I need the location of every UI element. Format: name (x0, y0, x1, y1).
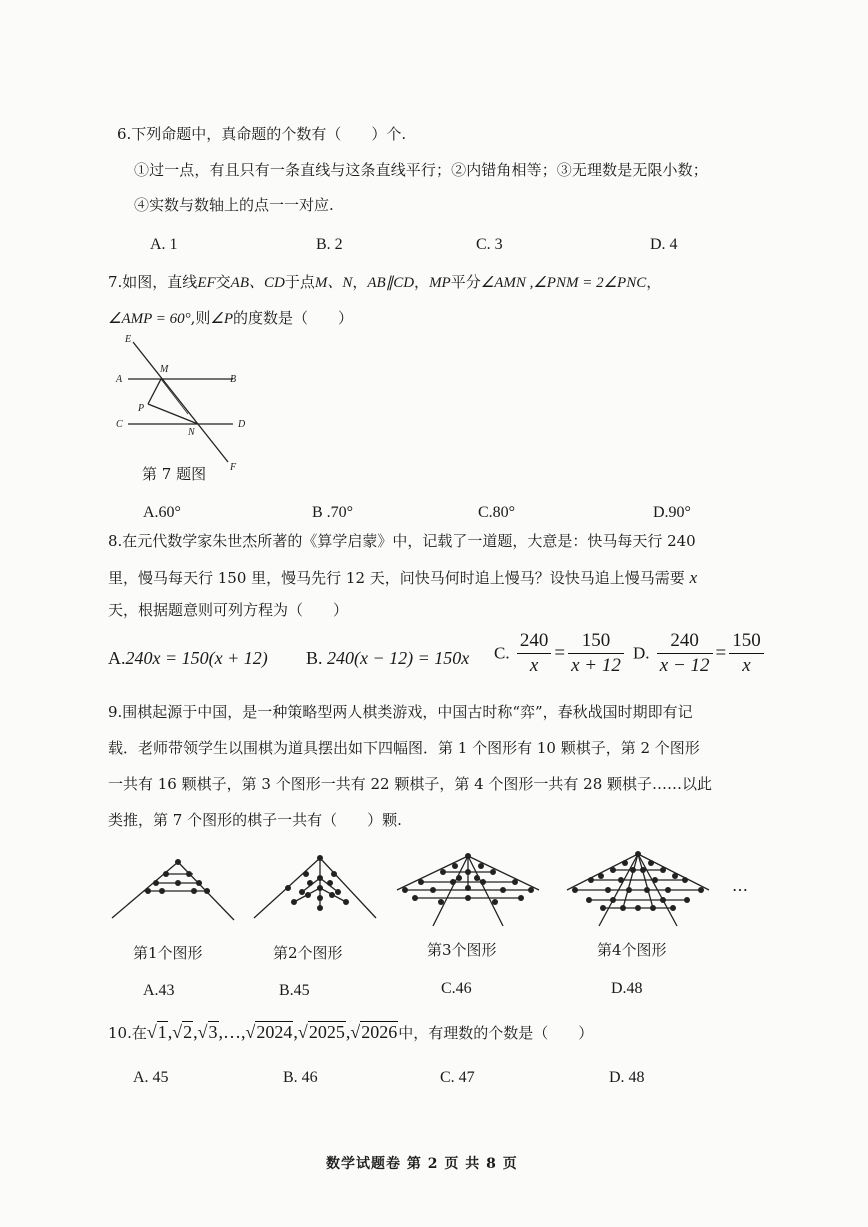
q8-option-b-equation: 240(x − 12) = 150x (327, 648, 470, 668)
q9-caption-3: 第3个图形 (427, 941, 497, 959)
sqrt-term: √1 (146, 1022, 167, 1042)
q7-text: ， (646, 273, 662, 291)
q7-text: 7.如图，直线 (108, 273, 198, 291)
q7-line-ef: EF (197, 275, 216, 291)
q7-option-d: D.90° (653, 504, 691, 521)
q10-option-b: B. 46 (283, 1069, 318, 1086)
q8-option-d: D. $\frac{240}{x - 12}$ = $\frac{150}{x}$ (633, 630, 767, 677)
q7-option-c: C.80° (478, 504, 516, 521)
sqrt-term: √2 (172, 1022, 193, 1042)
q9-line3: 一共有 16 颗棋子，第 3 个图形一共有 22 颗棋子，第 4 个图形一共有 28 颗棋子……以此 (108, 775, 713, 793)
q7-figure-caption: 第 7 题图 (142, 465, 207, 483)
q9-figure-2 (250, 852, 380, 932)
q6-option-c: C. 3 (476, 236, 503, 253)
sqrt-term: √2025 (297, 1022, 345, 1042)
q7-text: ， (352, 273, 368, 291)
q9-line1: 9.围棋起源于中国，是一种策略型两人棋类游戏，中国古时称“弈”，春秋战国时期即有记 (108, 703, 693, 721)
q10-option-a: A. 45 (133, 1069, 169, 1086)
q7-points-mn: M、N (314, 275, 353, 291)
q10-stem (108, 1022, 593, 1043)
fraction-numerator: 150 (568, 630, 624, 654)
sqrt-term: √2026 (350, 1022, 398, 1042)
q9-line2: 载．老师带领学生以围棋为道具摆出如下四幅图．第 1 个图形有 10 颗棋子，第 2 个图形 (108, 739, 700, 757)
q7-label-a: A (116, 374, 123, 385)
fraction-numerator: 240 (657, 630, 713, 654)
ellipsis: … (223, 1022, 242, 1042)
q7-lines-ab-cd: AB、CD (230, 275, 285, 291)
q8-line2 (108, 569, 697, 586)
fraction-numerator: 150 (729, 630, 764, 654)
q8-option-a-equation: 240x = 150(x + 12) (125, 648, 268, 668)
page-footer: 数学试题卷 第 2 页 共 8 页 (326, 1156, 518, 1172)
q7-figure (108, 334, 268, 474)
q6-option-b: B. 2 (316, 236, 343, 253)
q7-angle-amp: ∠AMP = 60° (108, 311, 191, 327)
q7-angle-condition: ∠AMN ,∠PNM = 2∠PNC (480, 275, 647, 291)
q8-option-c-fraction-right (568, 630, 624, 677)
q9-option-c: C.46 (441, 980, 472, 997)
fraction-numerator: 240 (517, 630, 552, 654)
q7-parallel-condition: AB∥CD (367, 275, 415, 291)
q10-prefix: 10.在 (108, 1024, 147, 1042)
sqrt-term: √2024 (245, 1022, 293, 1042)
q7-label-c: C (116, 419, 123, 430)
q7-line-mp: MP (429, 275, 451, 291)
q7-label-m: M (160, 364, 169, 375)
q8-option-d-fraction-left (657, 630, 713, 677)
fraction-denominator: x + 12 (571, 655, 621, 676)
q7-text: 平分 (450, 273, 481, 291)
q9-option-a: A.43 (143, 982, 175, 999)
fraction-denominator: x (742, 655, 751, 676)
q8-line2-text: 里，慢马每天行 150 里，慢马先行 12 天，问快马何时追上慢马？设快马追上慢马需要 (108, 569, 685, 587)
q10-radical-list: √1,√2,√3,…,√2024,√2025,√2026 (146, 1022, 398, 1042)
q8-option-a (108, 648, 268, 669)
q9-option-d: D.48 (611, 980, 643, 997)
q7-text: 交 (215, 273, 231, 291)
q7-text: 于点 (284, 273, 315, 291)
q7-text: ,则 (190, 309, 211, 327)
q7-label-p: P (138, 403, 145, 414)
q8-option-c-label: C. (494, 643, 510, 663)
q9-ellipsis: … (732, 876, 748, 895)
q9-figure-4 (563, 850, 713, 930)
q9-caption-4: 第4个图形 (597, 941, 667, 959)
q6-statements-line2: ④实数与数轴上的点一一对应. (134, 196, 334, 214)
q9-figure-1 (108, 852, 238, 932)
q8-option-a-label: A. (108, 648, 126, 668)
q6-option-a: A. 1 (150, 236, 178, 253)
q8-line1: 8.在元代数学家朱世杰所著的《算学启蒙》中，记载了一道题，大意是：快马每天行 240 (108, 532, 696, 550)
q7-label-b: B (230, 374, 237, 385)
q8-var-x: x (689, 568, 698, 587)
q9-caption-1: 第1个图形 (133, 944, 203, 962)
sqrt-term: √3 (197, 1022, 218, 1042)
q7-stem-line2 (108, 311, 353, 327)
q8-line3: 天，根据题意则可列方程为（ ） (108, 601, 349, 619)
q10-option-d: D. 48 (609, 1069, 645, 1086)
q7-label-n: N (188, 427, 195, 438)
q9-figure-3 (393, 850, 543, 930)
q8-option-c-fraction-left (517, 630, 552, 677)
q8-option-c: C. $\frac{240}{x}$ = $\frac{150}{x + 12}$ (494, 630, 627, 677)
q7-label-e: E (125, 334, 132, 345)
q9-caption-2: 第2个图形 (273, 944, 343, 962)
q7-text: ， (414, 273, 430, 291)
q7-angle-p: ∠P (210, 311, 234, 327)
q9-line4: 类推，第 7 个图形的棋子一共有（ ）颗. (108, 811, 402, 829)
q7-label-d: D (238, 419, 246, 430)
q7-stem-line1 (108, 275, 661, 291)
q7-option-a: A.60° (143, 504, 181, 521)
q10-option-c: C. 47 (440, 1069, 475, 1086)
q6-option-d: D. 4 (650, 236, 678, 253)
fraction-denominator: x − 12 (659, 655, 710, 676)
q6-statements-line1: ①过一点，有且只有一条直线与这条直线平行；②内错角相等；③无理数是无限小数； (134, 161, 708, 179)
fraction-denominator: x (529, 655, 539, 676)
q8-option-b (306, 648, 469, 669)
q8-option-b-label: B. (306, 648, 323, 668)
q8-option-d-label: D. (633, 643, 650, 663)
q6-stem: 6.下列命题中，真命题的个数有（ ）个. (117, 125, 407, 143)
q8-option-d-fraction-right (729, 630, 764, 677)
q10-suffix: 中，有理数的个数是（ ） (398, 1024, 594, 1042)
q7-label-f: F (230, 462, 237, 473)
q7-text: 的度数是（ ） (233, 309, 354, 327)
q9-option-b: B.45 (279, 982, 310, 999)
q7-option-b: B .70° (312, 504, 354, 521)
